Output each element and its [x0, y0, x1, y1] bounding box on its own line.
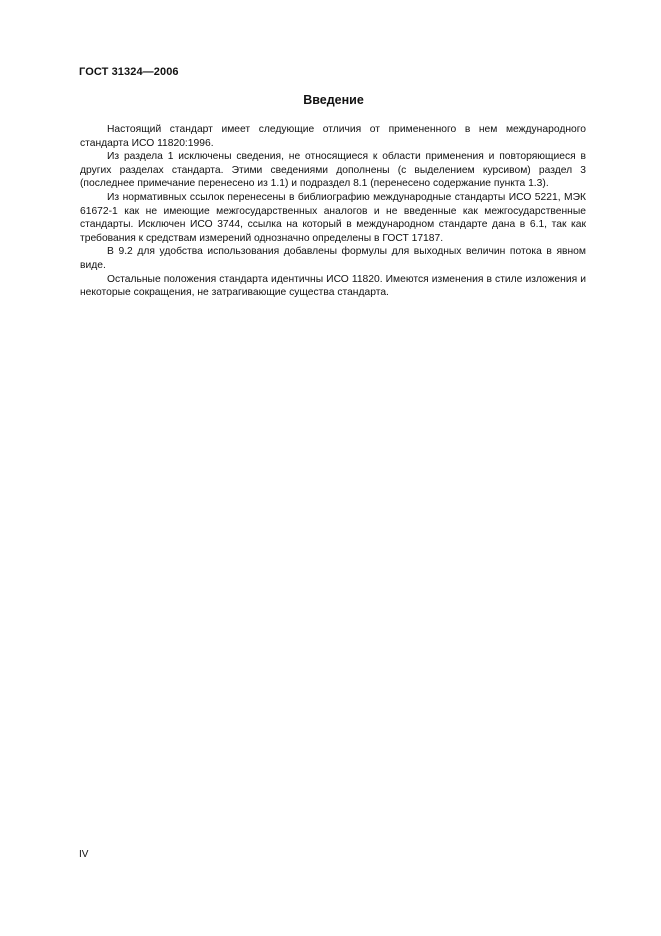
document-header: ГОСТ 31324—2006 — [79, 66, 179, 78]
section-title: Введение — [303, 93, 364, 107]
paragraph: В 9.2 для удобства использования добавлены формулы для выходных величин потока в явном виде. — [80, 246, 586, 271]
section-body — [80, 123, 586, 300]
paragraph: Настоящий стандарт имеет следующие отличия от примененного в нем международного стандарта ИСО 11820:1996. — [80, 124, 586, 149]
paragraph: Из нормативных ссылок перенесены в библиографию международные стандарты ИСО 5221, МЭК 61672-1 как не имеющие межгосударственных аналогов и не введенные как межгосударственные стандарты. Исключен ИСО 3744, ссылка на который в международном стандарте дана в 6.1, так как требования к средствам измерений однозначно определены в ГОСТ 17187. — [80, 191, 586, 244]
paragraph: Остальные положения стандарта идентичны ИСО 11820. Имеются изменения в стиле изложения и некоторые сокращения, не затрагивающие существа стандарта. — [80, 273, 586, 299]
paragraph: Из раздела 1 исключены сведения, не относящиеся к области применения и повторяющиеся в других разделах стандарта. Этими сведениями дополнены (с выделением курсивом) раздел 3 (последнее примечание перенесено из 1.1) и подраздел 8.1 (перенесено содержание пункта 1.3). — [80, 151, 586, 190]
page-number: IV — [79, 849, 89, 860]
